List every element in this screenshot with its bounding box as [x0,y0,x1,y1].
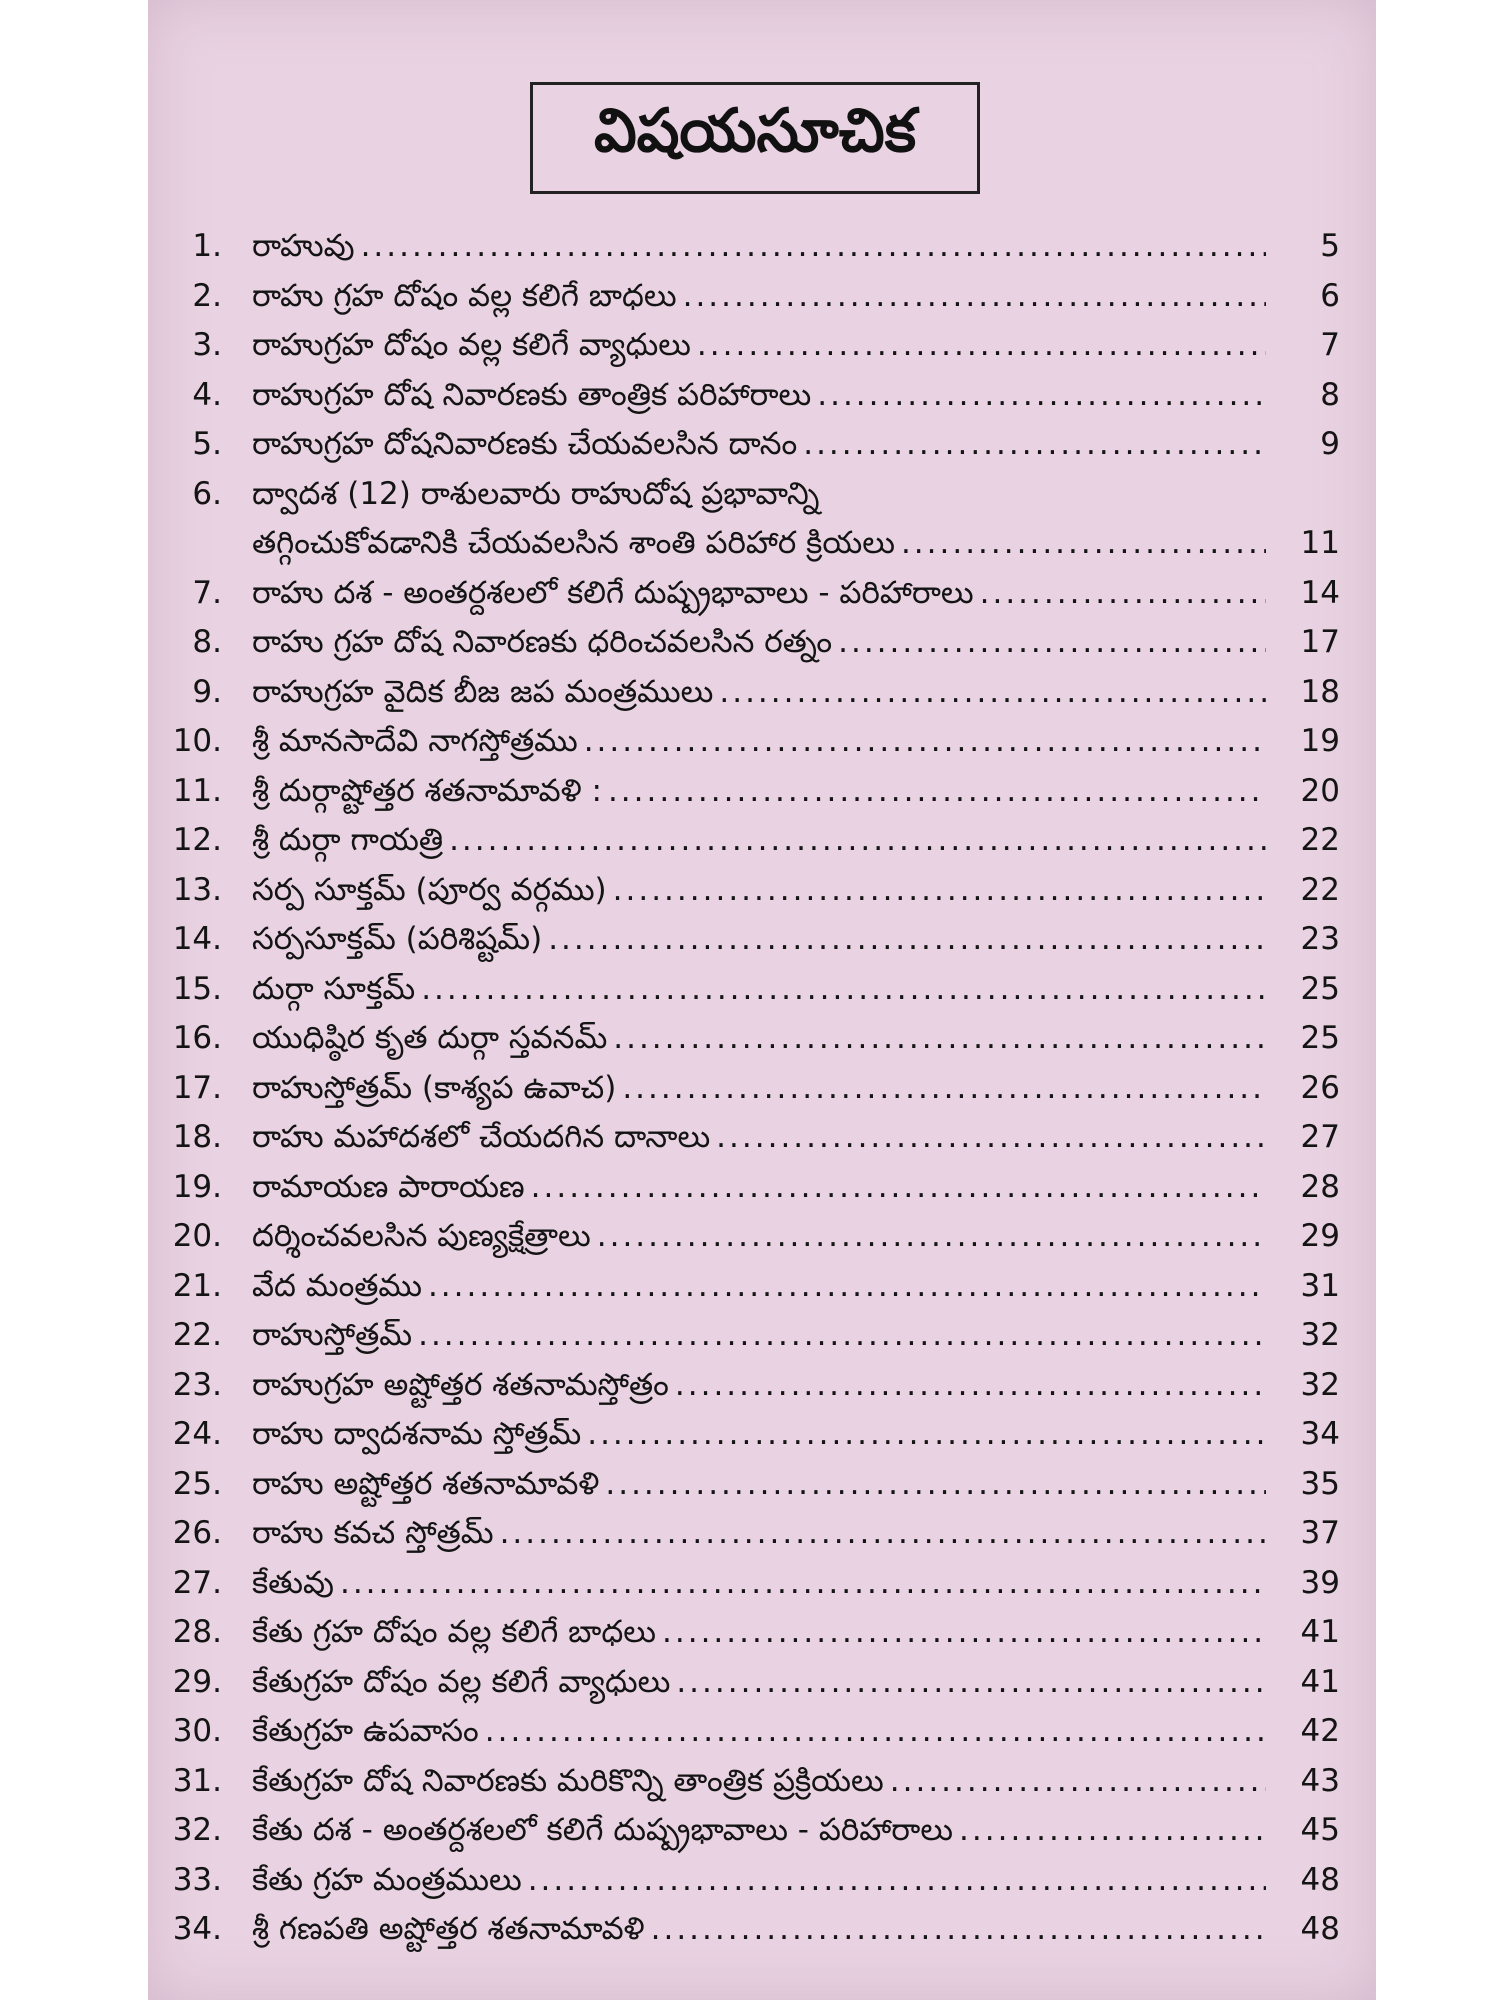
toc-entry [160,765,1340,815]
leader-dots [716,1119,1266,1155]
toc-entry-continuation [160,517,1340,567]
leader-dots [528,1862,1266,1898]
entry-page: 23 [1300,921,1340,957]
toc-entry [160,1606,1340,1656]
toc-entry [160,1161,1340,1211]
leader-dots [651,1911,1266,1947]
entry-title: యుధిష్ఠిర కృత దుర్గా స్తవనమ్ [252,1020,608,1056]
entry-number: 18. [172,1119,222,1155]
leader-dots [418,1317,1266,1353]
leader-dots [613,1020,1266,1056]
leader-dots [608,773,1266,809]
entry-page: 22 [1300,871,1340,908]
entry-page: 41 [1300,1614,1340,1650]
leader-dots [683,278,1266,314]
entry-title: కేతు దశ - అంతర్దశలలో కలిగే దుష్ప్రభావాలు - పరిహారాలు [252,1812,954,1848]
entry-number: 22. [172,1317,222,1353]
entry-title: రాహుగ్రహ వైదిక బీజ జప మంత్రములు [252,673,714,710]
toc-entry [160,814,1340,864]
entry-title: వేద మంత్రము [252,1267,422,1304]
entry-number: 23. [172,1366,222,1403]
leader-dots [587,1416,1266,1452]
entry-page: 37 [1300,1515,1340,1551]
entry-number: 33. [172,1861,222,1898]
entry-page: 42 [1300,1713,1340,1749]
toc-entry [160,1656,1340,1706]
entry-title: రాహు అష్టోత్తర శతనామావళి [252,1465,600,1502]
leader-dots [584,723,1266,759]
toc-entry [160,1260,1340,1310]
entry-page: 32 [1300,1317,1340,1353]
entry-title: రామాయణ పారాయణ [252,1168,525,1205]
entry-title: దర్శించవలసిన పుణ్యక్షేత్రాలు [252,1218,591,1254]
entry-number: 7. [192,574,222,611]
entry-number: 5. [192,426,222,462]
entry-page: 14 [1300,574,1340,611]
leader-dots [605,1466,1266,1502]
page-title: విషయసూచిక [530,82,980,194]
toc-entry [160,1359,1340,1409]
entry-title: రాహుగ్రహ దోషనివారణకు చేయవలసిన దానం [252,426,798,462]
toc-entry [160,220,1340,270]
toc-entry [160,270,1340,320]
entry-page: 48 [1300,1861,1340,1898]
toc-entry [160,1408,1340,1458]
toc-entry [160,1507,1340,1557]
toc-entry [160,1705,1340,1755]
leader-dots [676,1664,1266,1700]
entry-page: 22 [1300,822,1340,858]
toc-entry [160,616,1340,666]
toc-entry [160,567,1340,617]
entry-page: 43 [1300,1762,1340,1799]
entry-page: 9 [1320,426,1340,462]
entry-page: 6 [1320,277,1340,314]
leader-dots [613,872,1266,908]
toc-entry [160,1062,1340,1112]
leader-dots [803,426,1266,462]
entry-number: 14. [172,921,222,957]
toc-entry [160,1755,1340,1805]
leader-dots [890,1763,1266,1799]
entry-number: 12. [172,822,222,858]
toc-entry [160,1903,1340,1953]
leader-dots [662,1614,1266,1650]
entry-number: 13. [172,871,222,908]
entry-title: సర్ప సూక్తమ్ (పూర్వ వర్గము) [252,871,607,908]
entry-number: 16. [172,1020,222,1056]
leader-dots [675,1367,1266,1403]
entry-number: 24. [172,1416,222,1452]
entry-title: రాహుగ్రహ దోష నివారణకు తాంత్రిక పరిహారాలు [252,376,812,413]
leader-dots [622,1070,1266,1106]
toc-entry [160,963,1340,1013]
toc-entry [160,913,1340,963]
entry-number: 31. [172,1762,222,1799]
toc-entry [160,468,1340,518]
entry-page: 34 [1300,1416,1340,1452]
toc-entry [160,1804,1340,1854]
toc-entry [160,864,1340,914]
leader-dots [838,624,1266,660]
leader-dots [980,575,1266,611]
entry-page: 27 [1300,1119,1340,1155]
entry-title: కేతు గ్రహ మంత్రములు [252,1861,522,1898]
entry-number: 32. [172,1812,222,1848]
entry-title: రాహువు [252,228,355,264]
toc-entry [160,1210,1340,1260]
entry-number: 15. [172,970,222,1007]
entry-number: 28. [172,1614,222,1650]
leader-dots [428,1268,1266,1304]
entry-number: 8. [192,624,222,660]
toc-entry [160,1557,1340,1607]
leader-dots [449,822,1266,858]
entry-title: రాహు ద్వాదశనామ స్తోత్రమ్ [252,1416,582,1452]
entry-title: రాహు దశ - అంతర్దశలలో కలిగే దుష్ప్రభావాలు - పరిహారాలు [252,574,974,611]
entry-title: రాహు గ్రహ దోష నివారణకు ధరించవలసిన రత్నం [252,624,833,660]
entry-title: కేతువు [252,1564,334,1601]
entry-number: 11. [172,772,222,809]
leader-dots [901,525,1266,561]
entry-page: 28 [1300,1168,1340,1205]
leader-dots [548,921,1266,957]
entry-number: 29. [172,1663,222,1700]
entry-number: 6. [192,475,222,512]
entry-page: 20 [1300,772,1340,809]
toc-entry [160,1309,1340,1359]
entry-page: 18 [1300,673,1340,710]
entry-number: 4. [192,376,222,413]
entry-title: కేతుగ్రహ ఉపవాసం [252,1713,479,1749]
entry-number: 21. [172,1267,222,1304]
toc-entry [160,319,1340,369]
entry-number: 2. [192,277,222,314]
toc-entry [160,418,1340,468]
leader-dots [361,228,1266,264]
entry-page: 29 [1300,1218,1340,1254]
toc-entry [160,1458,1340,1508]
leader-dots [817,377,1266,413]
toc-entry [160,1111,1340,1161]
leader-dots [597,1218,1266,1254]
entry-number: 20. [172,1218,222,1254]
leader-dots [500,1515,1266,1551]
entry-number: 9. [192,673,222,710]
entry-title: రాహు మహాదశలో చేయదగిన దానాలు [252,1119,711,1155]
entry-title: శ్రీ దుర్గాష్టోత్తర శతనామావళి : [252,772,602,809]
entry-page: 31 [1300,1267,1340,1304]
entry-title: కేతు గ్రహ దోషం వల్ల కలిగే బాధలు [252,1614,657,1650]
entry-number: 34. [172,1911,222,1947]
entry-title: దుర్గా సూక్తమ్ [252,970,416,1007]
entry-page: 8 [1320,376,1340,413]
entry-number: 27. [172,1564,222,1601]
entry-page: 5 [1320,228,1340,264]
entry-title: శ్రీ మానసాదేవి నాగస్తోత్రము [252,723,578,759]
entry-page: 25 [1300,970,1340,1007]
entry-page: 7 [1320,327,1340,363]
entry-page: 11 [1300,525,1340,561]
entry-number: 1. [192,228,222,264]
entry-title: శ్రీ గణపతి అష్టోత్తర శతనామావళి [252,1911,645,1947]
entry-number: 19. [172,1168,222,1205]
table-of-contents [160,220,1340,1953]
entry-page: 32 [1300,1366,1340,1403]
entry-number: 30. [172,1713,222,1749]
entry-title: రాహు కవచ స్తోత్రమ్ [252,1515,494,1551]
toc-entry [160,1854,1340,1904]
leader-dots [531,1169,1266,1205]
entry-page: 41 [1300,1663,1340,1700]
toc-entry [160,666,1340,716]
entry-title: శ్రీ దుర్గా గాయత్రి [252,822,444,858]
entry-title: కేతుగ్రహ దోషం వల్ల కలిగే వ్యాధులు [252,1663,671,1700]
toc-entry [160,369,1340,419]
entry-page: 26 [1300,1069,1340,1106]
entry-title: రాహుస్తోత్రమ్ (కాశ్యప ఉవాచ) [252,1069,617,1106]
leader-dots [697,327,1266,363]
entry-number: 3. [192,327,222,363]
entry-title: రాహుగ్రహ దోషం వల్ల కలిగే వ్యాధులు [252,327,691,363]
entry-page: 17 [1300,624,1340,660]
entry-page: 19 [1300,723,1340,759]
entry-title: రాహుగ్రహ అష్టోత్తర శతనామస్తోత్రం [252,1366,669,1403]
entry-title: కేతుగ్రహ దోష నివారణకు మరికొన్ని తాంత్రిక ప్రక్రియలు [252,1762,884,1799]
entry-title: ద్వాదశ (12) రాశులవారు రాహుదోష ప్రభావాన్ని [252,475,820,512]
entry-number: 26. [172,1515,222,1551]
toc-entry [160,1012,1340,1062]
entry-page: 39 [1300,1564,1340,1601]
leader-dots [719,674,1266,710]
entry-title-line2: తగ్గించుకోవడానికి చేయవలసిన శాంతి పరిహార క్రియలు [252,525,895,561]
leader-dots [421,971,1266,1007]
leader-dots [959,1812,1266,1848]
toc-entry [160,715,1340,765]
entry-page: 45 [1300,1812,1340,1848]
entry-page: 25 [1300,1020,1340,1056]
entry-number: 10. [172,723,222,759]
leader-dots [485,1713,1266,1749]
entry-page: 48 [1300,1911,1340,1947]
entry-title: సర్పసూక్తమ్ (పరిశిష్టమ్) [252,921,543,957]
entry-title: రాహు గ్రహ దోషం వల్ల కలిగే బాధలు [252,277,677,314]
entry-title: రాహుస్తోత్రమ్ [252,1317,413,1353]
entry-number: 25. [172,1465,222,1502]
entry-page: 35 [1300,1465,1340,1502]
leader-dots [340,1565,1266,1601]
entry-number: 17. [172,1069,222,1106]
